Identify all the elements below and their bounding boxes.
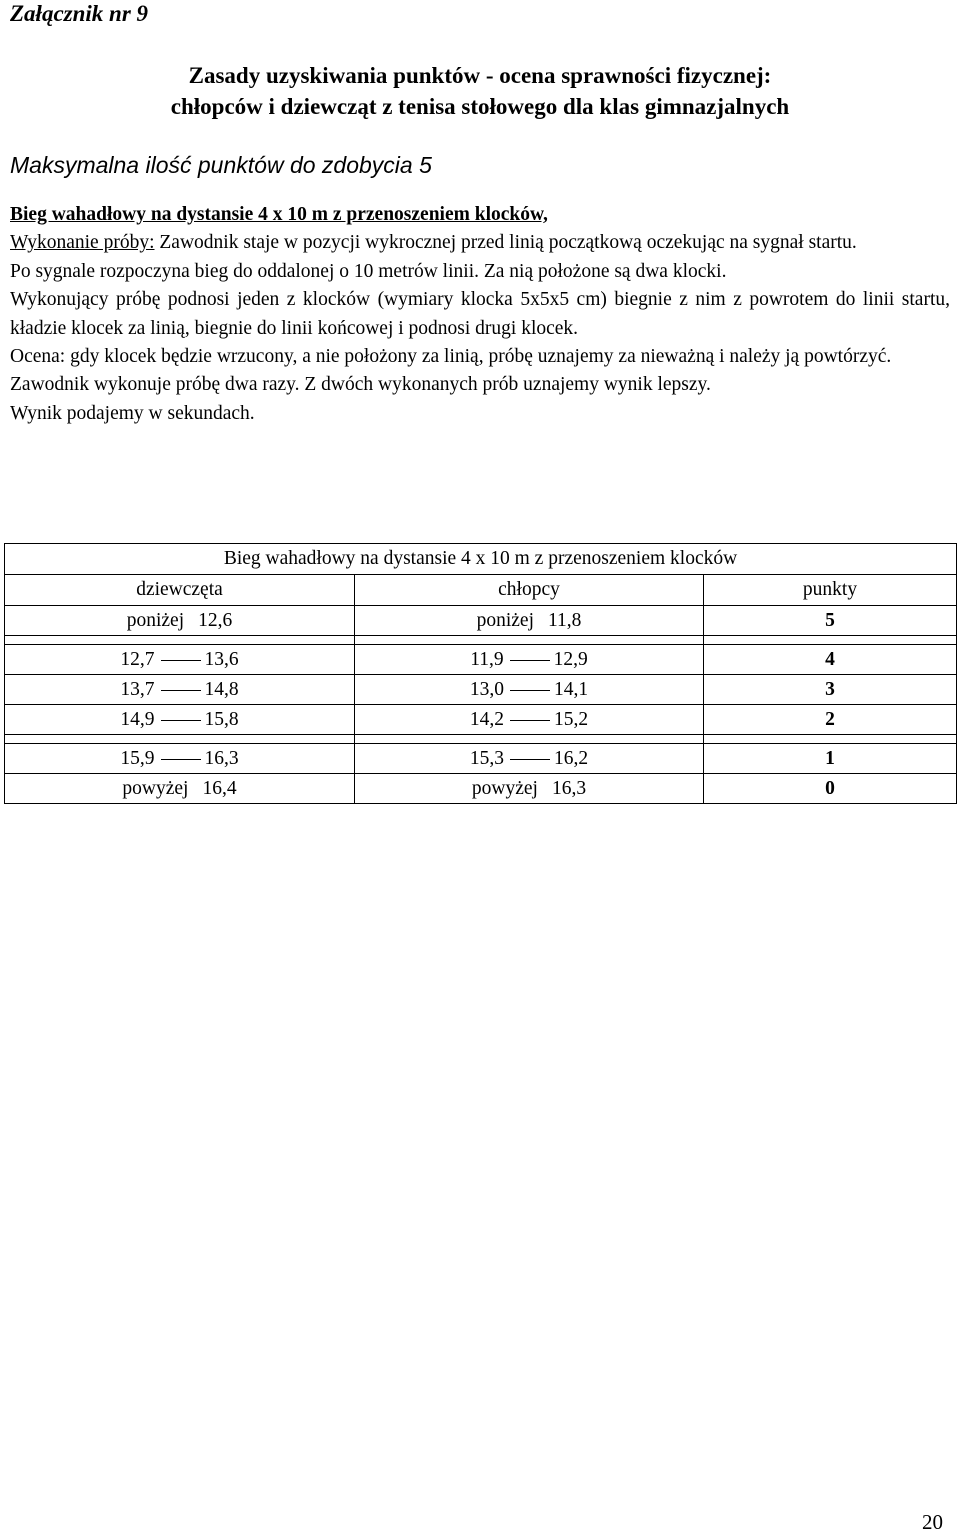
paragraph-units: Wynik podajemy w sekundach. xyxy=(10,402,255,424)
document-title xyxy=(0,60,960,122)
boys-cell xyxy=(355,744,704,774)
girls-range-to: 14,8 xyxy=(204,678,239,700)
range-dash xyxy=(161,660,201,661)
table-caption-row xyxy=(5,544,957,575)
range-dash xyxy=(161,690,201,691)
boys-range-from: poniżej xyxy=(476,609,534,631)
boys-range-to: 16,2 xyxy=(554,747,589,769)
table-spacer-row xyxy=(5,735,957,744)
column-header-points: punkty xyxy=(704,575,957,606)
table-row xyxy=(5,705,957,735)
test-description xyxy=(10,201,950,428)
range-dash xyxy=(510,660,550,661)
boys-range-from: 14,2 xyxy=(469,708,504,730)
girls-range-to: 15,8 xyxy=(204,708,239,730)
range-dash xyxy=(510,720,550,721)
table-header-row xyxy=(5,575,957,606)
boys-range-from: 15,3 xyxy=(469,747,504,769)
execution-text: Zawodnik staje w pozycji wykrocznej przed linią początkową oczekując na sygnał startu. xyxy=(154,232,857,254)
girls-range-from: 13,7 xyxy=(120,678,155,700)
max-points-note: Maksymalna ilość punktów do zdobycia 5 xyxy=(10,152,432,178)
boys-range-from: powyżej xyxy=(471,777,538,799)
girls-cell xyxy=(5,675,355,705)
paragraph-evaluation: Ocena: gdy klocek będzie wrzucony, a nie położony za linią, próbę uznajemy za nieważną i należy ją powtórzyć. xyxy=(10,346,892,368)
points-cell: 1 xyxy=(704,744,957,774)
girls-cell xyxy=(5,645,355,675)
girls-range-from: powyżej xyxy=(122,777,189,799)
annex-label: Załącznik nr 9 xyxy=(10,1,149,26)
table-spacer-row xyxy=(5,636,957,645)
boys-range-to: 12,9 xyxy=(553,648,588,670)
table-row xyxy=(5,744,957,774)
scoring-table xyxy=(4,543,957,804)
table-row xyxy=(5,675,957,705)
girls-cell xyxy=(5,606,355,636)
title-line-2: chłopców i dziewcząt z tenisa stołowego dla klas gimnazjalnych xyxy=(170,94,790,119)
boys-cell xyxy=(355,675,704,705)
test-heading: Bieg wahadłowy na dystansie 4 x 10 m z przenoszeniem klocków, xyxy=(10,204,548,225)
column-header-boys: chłopcy xyxy=(355,575,704,606)
girls-range-to: 13,6 xyxy=(204,648,239,670)
girls-cell xyxy=(5,744,355,774)
range-dash xyxy=(510,690,550,691)
boys-range-to: 14,1 xyxy=(554,678,589,700)
points-cell: 4 xyxy=(704,645,957,675)
boys-cell xyxy=(355,705,704,735)
boys-range-from: 11,9 xyxy=(470,648,504,670)
boys-cell xyxy=(355,606,704,636)
table-row xyxy=(5,774,957,804)
title-line-1: Zasady uzyskiwania punktów - ocena sprawności fizycznej: xyxy=(188,63,772,88)
girls-range-from: 14,9 xyxy=(120,708,155,730)
girls-cell xyxy=(5,774,355,804)
table-row xyxy=(5,645,957,675)
page-number: 20 xyxy=(922,1510,943,1534)
paragraph-procedure: Wykonujący próbę podnosi jeden z klocków (wymiary klocka 5x5x5 cm) biegnie z nim z powrotem do linii startu, kładzie klocek za linią, biegnie do linii końcowej i podnosi drugi klocek. xyxy=(10,289,950,339)
column-header-girls: dziewczęta xyxy=(5,575,355,606)
boys-range-to: 15,2 xyxy=(554,708,589,730)
girls-range-to: 12,6 xyxy=(198,609,233,631)
boys-range-to: 11,8 xyxy=(548,609,582,631)
execution-paragraph xyxy=(10,229,950,257)
range-dash xyxy=(161,759,201,760)
girls-range-from: 12,7 xyxy=(120,648,155,670)
boys-cell xyxy=(355,645,704,675)
points-cell: 3 xyxy=(704,675,957,705)
execution-label: Wykonanie próby: xyxy=(10,232,155,254)
girls-range-from: 15,9 xyxy=(120,747,155,769)
boys-cell xyxy=(355,774,704,804)
paragraph-attempts: Zawodnik wykonuje próbę dwa razy. Z dwóch wykonanych prób uznajemy wynik lepszy. xyxy=(10,374,711,396)
girls-cell xyxy=(5,705,355,735)
girls-range-to: 16,3 xyxy=(204,747,239,769)
points-cell: 0 xyxy=(704,774,957,804)
boys-range-from: 13,0 xyxy=(469,678,504,700)
table-caption: Bieg wahadłowy na dystansie 4 x 10 m z przenoszeniem klocków xyxy=(5,544,957,575)
paragraph-start-signal: Po sygnale rozpoczyna bieg do oddalonej o 10 metrów linii. Za nią położone są dwa klocki. xyxy=(10,260,727,282)
range-dash xyxy=(510,759,550,760)
girls-range-from: poniżej xyxy=(126,609,185,631)
table-row xyxy=(5,606,957,636)
points-cell: 5 xyxy=(704,606,957,636)
boys-range-to: 16,3 xyxy=(551,777,587,799)
range-dash xyxy=(161,720,201,721)
girls-range-to: 16,4 xyxy=(202,777,237,799)
points-cell: 2 xyxy=(704,705,957,735)
